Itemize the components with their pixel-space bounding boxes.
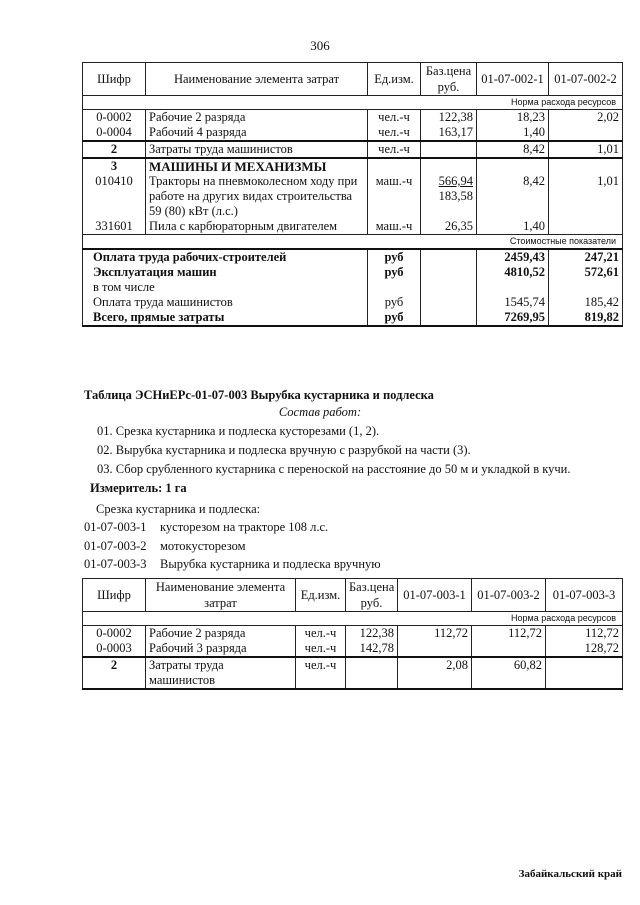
col-header-v2: 01-07-002-2	[549, 63, 623, 96]
work-item: 03. Сбор срубленного кустарника с переноской на расстояние до 50 м и укладкой в кучи.	[97, 462, 571, 476]
col-header-v2: 01-07-003-2	[472, 579, 546, 612]
cost-row: Оплата труда рабочих-строителей руб 2459,43 247,21	[83, 249, 623, 265]
table-row: 2 Затраты труда машинистов чел.-ч 8,42 1,01	[83, 141, 623, 158]
col-header-unit: Ед.изм.	[368, 63, 421, 96]
region-footer: Забайкальский край	[518, 868, 622, 880]
cost-row: Оплата труда машинистов руб 1545,74 185,42	[83, 295, 623, 310]
variant-text: Вырубка кустарника и подлеска вручную	[160, 557, 381, 571]
col-header-price: Баз.цена руб.	[421, 63, 477, 96]
norm-label: Норма расхода ресурсов	[83, 96, 623, 110]
variant-code: 01-07-003-1	[84, 520, 147, 534]
col-header-name: Наименование элемента затрат	[146, 579, 296, 612]
col-header-name: Наименование элемента затрат	[146, 63, 368, 96]
col-header-v3: 01-07-003-3	[546, 579, 623, 612]
work-item: 02. Вырубка кустарника и подлеска вручную с разрубкой на части (3).	[97, 443, 471, 457]
cost-row: Эксплуатация машин руб 4810,52 572,61	[83, 265, 623, 280]
col-header-price: Баз.цена руб.	[346, 579, 398, 612]
norm-label: Норма расхода ресурсов	[83, 612, 623, 626]
variant-code: 01-07-003-2	[84, 539, 147, 553]
cost-label: Стоимостные показатели	[83, 235, 623, 250]
col-header-v1: 01-07-003-1	[398, 579, 472, 612]
resource-table-2	[82, 578, 623, 690]
col-header-code: Шифр	[83, 63, 146, 96]
table-row: 010410 Тракторы на пневмоколесном ходу при работе на других видах строительства 59 (80) кВт (л.с.) маш.-ч 566,94 183,58 8,42 1,01	[83, 174, 623, 219]
work-item: 01. Срезка кустарника и подлеска кусторезами (1, 2).	[97, 424, 380, 438]
table-row: 0-0004 Рабочий 4 разряда чел.-ч 163,17 1,40	[83, 125, 623, 141]
works-title: Состав работ:	[278, 405, 362, 419]
col-header-unit: Ед.изм.	[296, 579, 346, 612]
table-row: 2 Затраты труда машинистов чел.-ч 2,08 60,82	[83, 657, 623, 689]
table-row: 0-0002 Рабочие 2 разряда чел.-ч 122,38 18,23 2,02	[83, 110, 623, 126]
variant-text: кусторезом на тракторе 108 л.с.	[160, 520, 329, 534]
table-row: 0-0003 Рабочий 3 разряда чел.-ч 142,78 128,72	[83, 641, 623, 657]
measure: Измеритель: 1 га	[90, 481, 187, 495]
page-number: 306	[310, 38, 330, 53]
resource-table-1	[82, 62, 623, 327]
col-header-v1: 01-07-002-1	[477, 63, 549, 96]
col-header-code: Шифр	[83, 579, 146, 612]
table-row: 3 МАШИНЫ И МЕХАНИЗМЫ	[83, 158, 623, 174]
subtitle: Срезка кустарника и подлеска:	[96, 502, 261, 516]
table-row: 331601 Пила с карбюраторным двигателем маш.-ч 26,35 1,40	[83, 219, 623, 235]
variant-text: мотокусторезом	[160, 539, 246, 553]
cost-row: в том числе	[83, 280, 623, 295]
variant-code: 01-07-003-3	[84, 557, 147, 571]
section-title: Таблица ЭСНиЕРс-01-07-003 Вырубка кустарника и подлеска	[84, 388, 434, 402]
cost-row: Всего, прямые затраты руб 7269,95 819,82	[83, 310, 623, 326]
table-row: 0-0002 Рабочие 2 разряда чел.-ч 122,38 112,72 112,72 112,72	[83, 626, 623, 642]
